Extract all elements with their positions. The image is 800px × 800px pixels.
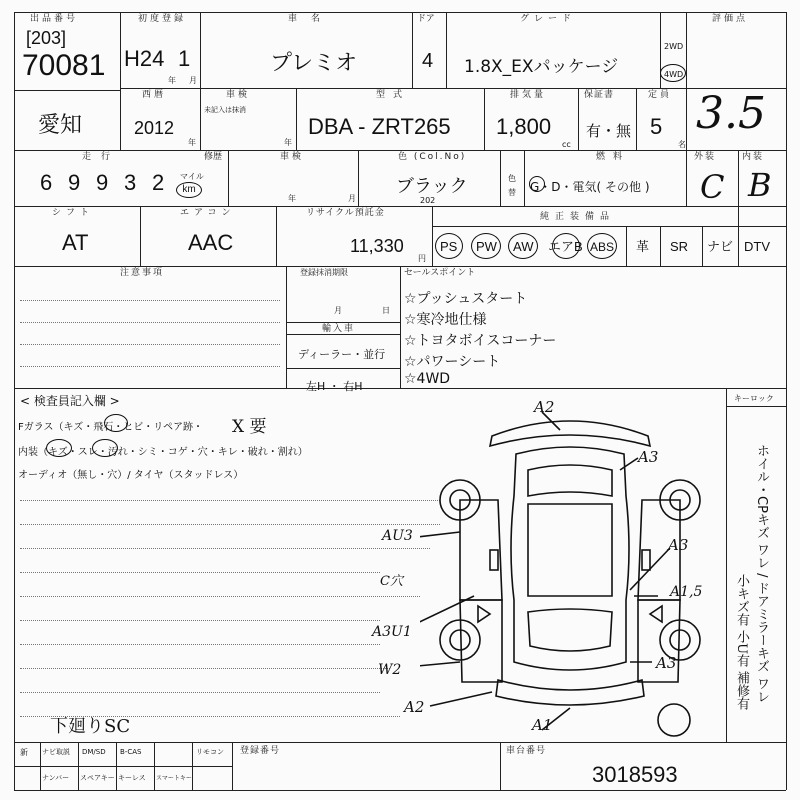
- leader-line: [620, 458, 638, 470]
- left-door-handle: [490, 550, 498, 570]
- interior-scratch-circle: [46, 439, 72, 457]
- interior-grade: B: [748, 166, 772, 204]
- cc-unit: cc: [562, 140, 571, 149]
- damage-mark: AU3: [382, 528, 413, 544]
- color-label: 色 (Col.No): [398, 152, 467, 162]
- equip-airbag: エアB: [548, 239, 583, 254]
- capacity-label: 定員: [648, 90, 673, 100]
- fuel-label: 燃料: [596, 152, 631, 162]
- grade: 1.8X_EXパッケージ: [464, 57, 619, 77]
- damage-mark: A1,5: [670, 584, 703, 600]
- recycle-fee: 11,330: [350, 236, 404, 256]
- recycle-unit: 円: [418, 254, 426, 263]
- damage-mark: A3: [668, 536, 689, 554]
- equip-abs-circle: [587, 233, 617, 259]
- inspection-label: 車検: [226, 90, 251, 100]
- caution-label: 注意事項: [120, 268, 165, 278]
- leader-line: [430, 692, 492, 706]
- lot-box: [203]: [26, 28, 67, 48]
- western-label: 西暦: [142, 90, 167, 100]
- car-name: プレミオ: [270, 51, 358, 76]
- displacement: 1,800: [496, 114, 552, 139]
- damage-mark: W2: [378, 662, 402, 678]
- inspection-year-suffix: 年: [288, 194, 296, 203]
- leader-line: [420, 532, 460, 540]
- interior-dirt-circle: [92, 439, 118, 457]
- history-label: 修歴: [204, 152, 223, 162]
- glass-chip-circle: [104, 414, 128, 432]
- damage-mark: A2: [404, 698, 425, 716]
- footer-label: スマートキー: [156, 775, 192, 782]
- inspection-note: 未記入は抹消: [204, 106, 246, 114]
- equip-aw: AW: [513, 239, 534, 254]
- shift: AT: [62, 230, 89, 255]
- left-front-outline: [460, 600, 502, 682]
- mile-label: マイル: [180, 172, 204, 181]
- inspector-glass: Fガラス（キズ・飛石・ヒビ・リペア跡・: [18, 422, 204, 433]
- interior-label: 内装: [742, 152, 765, 162]
- mileage-label: 走行: [82, 152, 121, 162]
- damage-mark: A2: [534, 398, 555, 416]
- expiry-label: 登録抹消期限: [300, 268, 348, 277]
- equip-ps-circle: [435, 233, 463, 259]
- car-damage-diagram: [420, 400, 720, 740]
- mileage-digit: 3: [124, 170, 137, 195]
- right-door-handle: [642, 550, 650, 570]
- drive-4wd-circle: [660, 64, 686, 82]
- equip-leather: 革: [636, 239, 650, 254]
- model-label: 型式: [376, 90, 411, 100]
- lot-label: 出品番号: [30, 14, 79, 24]
- region: 愛知: [38, 113, 83, 138]
- chassis-number: 3018593: [592, 762, 678, 787]
- ac: AAC: [188, 230, 234, 255]
- expiry-day: 日: [382, 306, 390, 315]
- equip-dtv: DTV: [744, 239, 770, 254]
- undercarriage-note: 下廻りSC: [50, 716, 131, 737]
- damage-mark: A3: [638, 448, 659, 466]
- shift-label: シフト: [52, 208, 95, 218]
- lhd-rhd: 左H ・ 右H: [306, 380, 363, 393]
- rear-bumper-outline: [490, 421, 650, 446]
- sales-point: ☆4WD: [404, 371, 451, 387]
- damage-mark: A3U1: [372, 624, 412, 640]
- damage-mark: A1: [532, 716, 553, 734]
- sales-point: ☆パワーシート: [404, 354, 501, 370]
- drive-4wd: 4WD: [664, 70, 684, 79]
- exterior-label: 外装: [694, 152, 717, 162]
- leader-line: [420, 596, 474, 636]
- inspector-interior: 内装（キズ・スレ・汚れ・シミ・コゲ・穴・キレ・破れ・割れ）: [18, 447, 308, 458]
- equip-aw-circle: [508, 233, 538, 259]
- fuel-gas-circle: [529, 176, 545, 192]
- footer-label: ナビ取説: [42, 748, 70, 756]
- front-right-hub: [670, 630, 690, 650]
- km-label: km: [176, 182, 202, 198]
- equip-label: 純正装備品: [540, 212, 616, 222]
- reg-month-suffix: 月: [189, 76, 197, 85]
- spare-wheel: [658, 704, 690, 736]
- reg-year-suffix: 年: [168, 76, 176, 85]
- inspection-suffix: 年: [284, 138, 292, 147]
- front-bumper-outline: [496, 680, 644, 705]
- inspection-label-2: 車検: [280, 152, 305, 162]
- chassis-label: 車台番号: [506, 746, 547, 756]
- sales-point: ☆トヨタボイスコーナー: [404, 333, 557, 349]
- wheel-hand-note: 小キズ有 小U有 補修有: [734, 574, 749, 711]
- damage-mark: C穴: [380, 574, 403, 589]
- mileage-digit: 6: [40, 170, 53, 195]
- equip-pw: PW: [476, 239, 497, 254]
- footer-label: ナンバー: [42, 774, 70, 782]
- warranty: 有・無: [586, 122, 632, 140]
- reg-era-year: H24: [124, 46, 165, 71]
- right-mirror-outline: [650, 606, 662, 622]
- exterior-grade: C: [700, 168, 725, 206]
- capacity: 5: [650, 114, 663, 139]
- equip-ps: PS: [440, 239, 458, 254]
- name-label: 車名: [288, 14, 335, 24]
- footer-label: B-CAS: [120, 748, 142, 756]
- expiry-month: 月: [334, 306, 342, 315]
- equip-navi: ナビ: [707, 239, 734, 254]
- warranty-label: 保証書: [584, 90, 615, 100]
- score: 3.5: [696, 88, 766, 139]
- drive-2wd: 2WD: [664, 42, 684, 51]
- year-suffix: 年: [188, 138, 196, 147]
- reg-label: 初度登録: [138, 14, 187, 24]
- equip-sunroof: SR: [670, 239, 689, 254]
- grade-label: グレード: [520, 14, 577, 24]
- inspector-glass-mark: X 要: [232, 417, 267, 437]
- door-label: ドア: [417, 14, 435, 24]
- damage-mark: A3: [656, 654, 677, 672]
- sales-point: ☆プッシュスタート: [404, 291, 528, 307]
- model-code: DBA - ZRT265: [308, 114, 451, 139]
- mileage-digit: 9: [96, 170, 109, 195]
- front-left-hub: [450, 630, 470, 650]
- capacity-unit: 名: [678, 140, 686, 149]
- points-label: セールスポイント: [404, 268, 476, 278]
- footer-label: キーレス: [118, 774, 146, 782]
- mileage-digit: 2: [152, 170, 165, 195]
- ac-label: エアコン: [180, 208, 236, 218]
- sales-point: ☆寒冷地仕様: [404, 312, 487, 328]
- inspector-title: < 検査員記入欄 >: [20, 394, 120, 408]
- footer-label: リモコン: [196, 748, 224, 756]
- inspector-audio: オーディオ（無し・穴）/ タイヤ（スタッドレス）: [18, 470, 244, 481]
- equip-abs: ABS: [590, 240, 615, 254]
- score-label: 評価点: [712, 14, 749, 24]
- color-change: 色替: [508, 174, 516, 197]
- roof-outline: [528, 504, 612, 596]
- model-year: 2012: [134, 118, 175, 138]
- fuel: G・D・電気( その他 ): [530, 180, 650, 194]
- footer-label: DM/SD: [82, 748, 106, 756]
- left-mirror-outline: [478, 606, 490, 622]
- mileage-digit: 9: [68, 170, 81, 195]
- wheel-mirror-print: ホイル・CPキズ ワレ / ドアミラーキズ ワレ: [754, 444, 769, 703]
- doors: 4: [422, 50, 434, 72]
- footer-label: スペアキー: [80, 774, 115, 782]
- import-label: 輸入車: [322, 324, 356, 334]
- leader-line: [420, 662, 460, 668]
- reg-month: 1: [178, 46, 191, 71]
- dealer-label: ディーラー・並行: [298, 348, 386, 361]
- cc-label: 排気量: [510, 90, 547, 100]
- lot-number: 70081: [22, 49, 106, 82]
- recycle-label: リサイクル預託金: [306, 208, 385, 218]
- footer-label: 新: [20, 748, 28, 757]
- registration-label: 登録番号: [240, 746, 281, 756]
- equip-pw-circle: [471, 233, 501, 259]
- rear-window-outline: [528, 465, 612, 496]
- keylock-label: キーロック: [734, 394, 774, 403]
- inspection-month-suffix: 月: [348, 194, 356, 203]
- color: ブラック: [396, 176, 468, 197]
- equip-airbag-circle: [552, 233, 580, 259]
- color-no: 202: [420, 196, 436, 205]
- windshield-outline: [528, 609, 612, 651]
